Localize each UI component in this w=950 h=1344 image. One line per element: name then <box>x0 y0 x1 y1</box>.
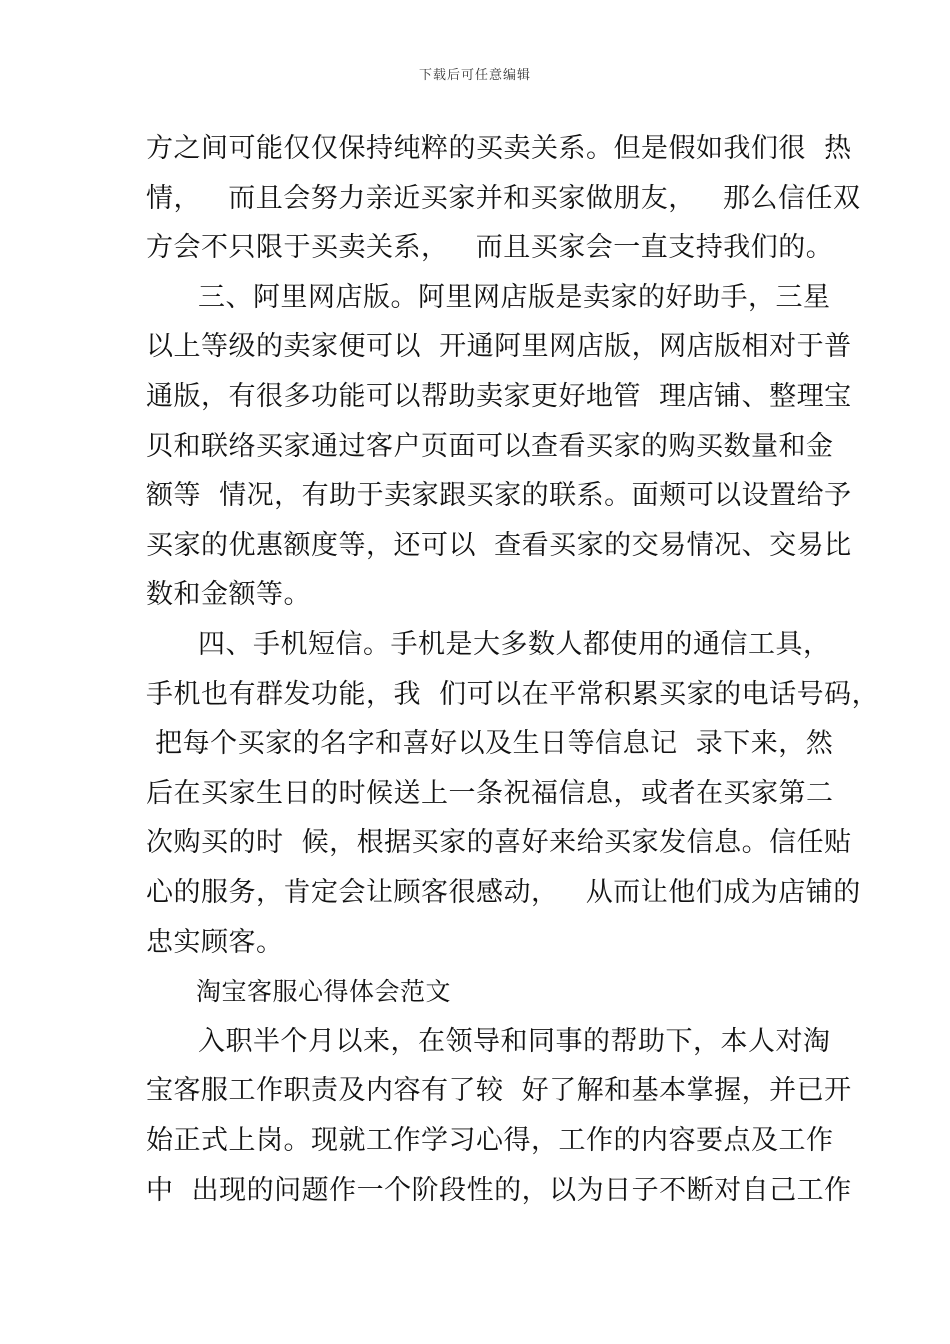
text-line: 贝和联络买家通过客户页面可以查看买家的购买数量和金 <box>146 430 834 462</box>
text-line: 把每个买家的名字和喜好以及生日等信息记 录下来，然 <box>146 728 834 760</box>
text-line: 额等 情况，有助于卖家跟买家的联系。面颊可以设置给予 <box>146 480 852 512</box>
text-line: 方会不只限于买卖关系， 而且买家会一直支持我们的。 <box>146 232 834 264</box>
text-line: 入职半个月以来，在领导和同事的帮助下，本人对淘 <box>198 1025 831 1057</box>
page-header: 下载后可任意编辑 <box>418 68 531 83</box>
text-line: 宝客服工作职责及内容有了较 好了解和基本掌握，并已开 <box>146 1075 852 1107</box>
text-line: 心的服务，肯定会让顾客很感动， 从而让他们成为店铺的 <box>146 877 861 908</box>
text-line: 后在买家生日的时候送上一条祝福信息，或者在买家第二 <box>146 777 834 809</box>
text-line: 中 出现的问题作一个阶段性的，以为日子不断对自己工作 <box>146 1174 852 1206</box>
text-line: 三、阿里网店版。阿里网店版是卖家的好助手，三星 <box>198 281 831 313</box>
text-line: 忠实顾客。 <box>146 926 284 958</box>
text-line: 四、手机短信。手机是大多数人都使用的通信工具， <box>198 629 831 660</box>
text-line: 以上等级的卖家便可以 开通阿里网店版，网店版相对于普 <box>146 331 852 363</box>
text-line: 方之间可能仅仅保持纯粹的买卖关系。但是假如我们很 热 <box>146 133 852 164</box>
text-line: 情， 而且会努力亲近买家并和买家做朋友， 那么信任双 <box>146 182 861 214</box>
text-line: 通版，有很多功能可以帮助卖家更好地管 理店铺、整理宝 <box>146 381 852 412</box>
text-line: 数和金额等。 <box>146 579 311 611</box>
text-line: 手机也有群发功能，我 们可以在平常积累买家的电话号码， <box>146 678 880 710</box>
text-line: 次购买的时 候，根据买家的喜好来给买家发信息。信任贴 <box>146 827 852 859</box>
text-line: 买家的优惠额度等，还可以 查看买家的交易情况、交易比 <box>146 529 852 561</box>
text-line: 始正式上岗。现就工作学习心得，工作的内容要点及工作 <box>146 1125 834 1156</box>
text-line: 淘宝客服心得体会范文 <box>196 977 452 1007</box>
